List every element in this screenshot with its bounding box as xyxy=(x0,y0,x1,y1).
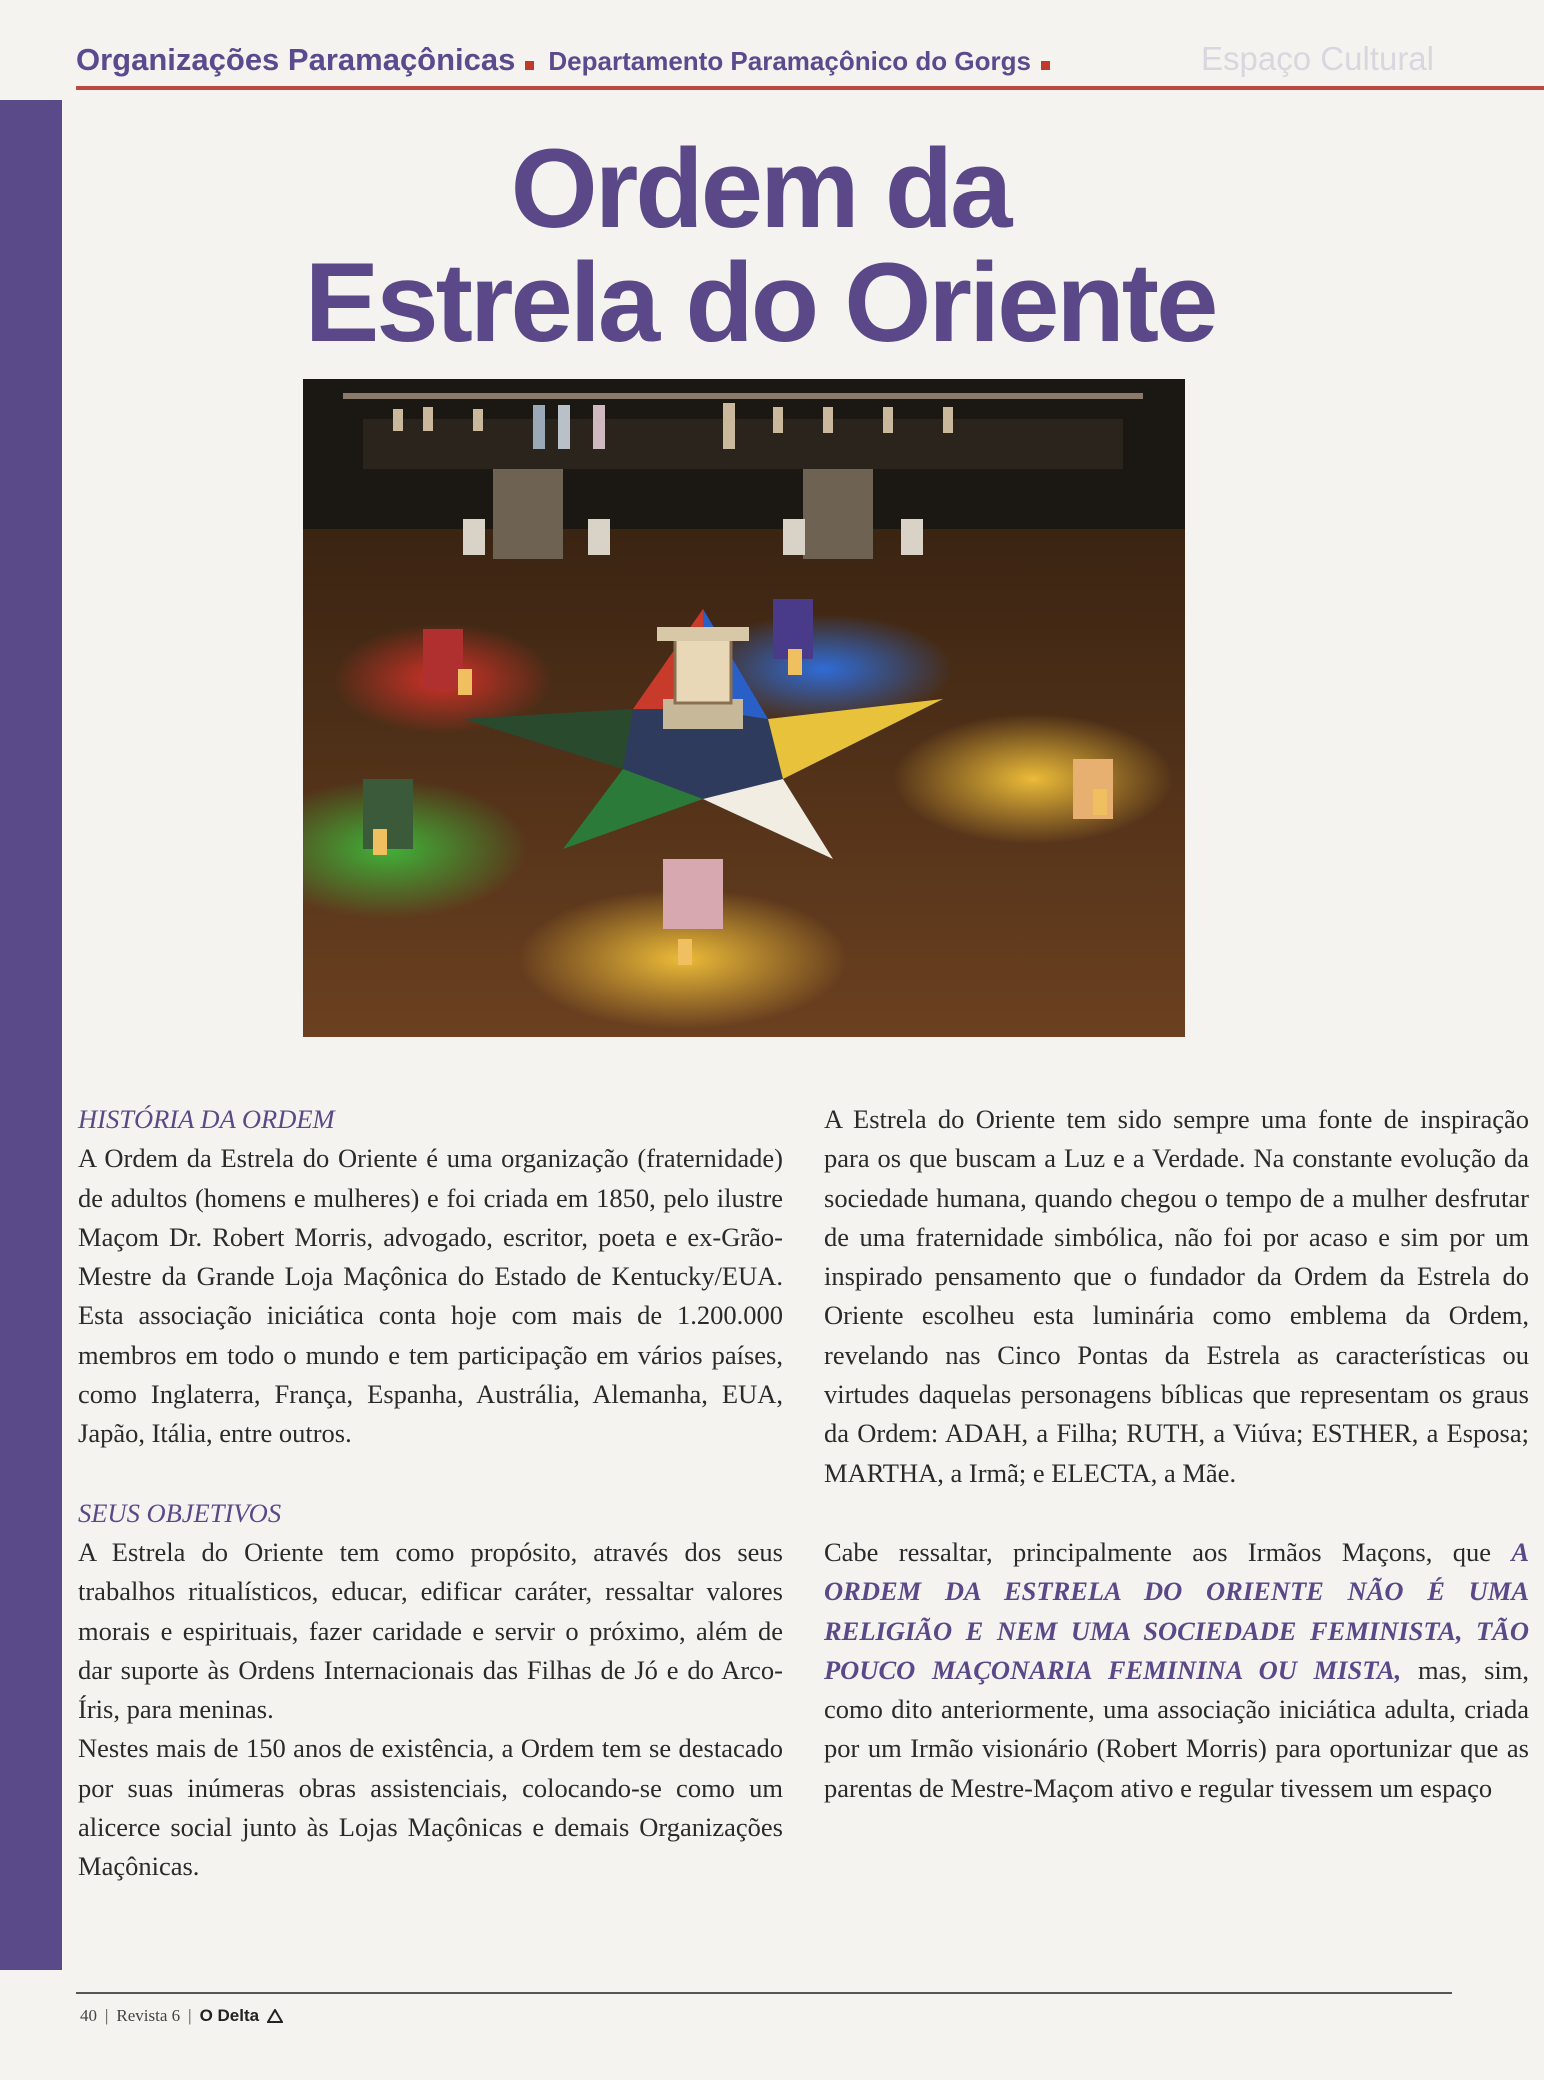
left-column xyxy=(78,1100,783,1887)
ceremony-photo-illustration xyxy=(303,379,1185,1037)
page-header xyxy=(76,42,1524,90)
page-footer xyxy=(80,2006,283,2026)
history-paragraph: A Ordem da Estrela do Oriente é uma organização (fraternidade) de adultos (homens e mulheres) e foi criada em 1850, pelo ilustre Maçom Dr. Robert Morris, advogado, escritor, poeta e ex-Grão-Mestre da Grande Loja Maçônica do Estado de Kentucky/EUA. Esta associação iniciática conta hoje com mais de 1.200.000 membros em todo o mundo e tem participação em vários países, como Inglaterra, França, Espanha, Austrália, Alemanha, EUA, Japão, Itália, entre outros. xyxy=(78,1143,783,1449)
bleed-through-header: Espaço Cultural xyxy=(1201,40,1434,77)
side-accent-bar xyxy=(0,100,62,1970)
delta-logo-icon xyxy=(267,2009,283,2023)
article-title xyxy=(240,126,1280,365)
header-bullet xyxy=(525,61,534,70)
clarification-emphasis: A ORDEM DA ESTRELA DO ORIENTE NÃO É UMA RELIGIÃO E NEM UMA SOCIEDADE FEMINISTA, TÃO POUCO MAÇONARIA FEMININA OU MISTA, xyxy=(824,1536,1529,1685)
header-rule xyxy=(76,86,1544,90)
clarification-end: mas, sim, como dito anteriormente, uma associação iniciática adulta, criada por um Irmão visionário (Robert Morris) para oportunizar que as parentas de Mestre-Maçom ativo e regular tivessem um espaço xyxy=(824,1654,1530,1803)
page-number: 40 xyxy=(80,2006,97,2025)
ceremony-photo xyxy=(303,379,1185,1037)
title-line-2: Estrela do Oriente xyxy=(304,240,1216,365)
objectives-paragraph: A Estrela do Oriente tem como propósito, através dos seus trabalhos ritualísticos, educar, edificar caráter, ressaltar valores morais e espirituais, fazer caridade e servir o próximo, além de dar suporte às Ordens Internacionais das Filhas de Jó e do Arco-Íris, para meninas. xyxy=(78,1536,783,1725)
title-line-1: Ordem da xyxy=(510,126,1010,251)
paragraph-spacer xyxy=(78,1454,783,1494)
footer-separator: | xyxy=(188,2006,192,2025)
history-heading: HISTÓRIA DA ORDEM xyxy=(78,1104,335,1134)
clarification-paragraph xyxy=(824,1533,1529,1808)
issue-label: Revista 6 xyxy=(116,2006,181,2025)
paragraph-spacer xyxy=(824,1493,1529,1533)
department-title: Departamento Paramaçônico do Gorgs xyxy=(548,46,1031,76)
inspiration-paragraph: A Estrela do Oriente tem sido sempre uma fonte de inspiração para os que buscam a Luz e a Verdade. Na constante evolução da sociedade humana, quando chegou o tempo de a mulher desfrutar de uma fraternidade simbólica, não foi por acaso e sim por um inspirado pensamento que o fundador da Ordem da Estrela do Oriente escolheu esta luminária como emblema da Ordem, revelando nas Cinco Pontas da Estrela as características ou virtudes daquelas personagens bíblicas que representam os graus da Ordem: ADAH, a Filha; RUTH, a Viúva; ESTHER, a Esposa; MARTHA, a Irmã; e ELECTA, a Mãe. xyxy=(824,1104,1529,1488)
section-title: Organizações Paramaçônicas xyxy=(76,42,516,77)
right-column xyxy=(824,1100,1529,1808)
magazine-brand: O Delta xyxy=(199,2006,260,2025)
footer-rule xyxy=(76,1992,1452,1994)
footer-separator: | xyxy=(105,2006,109,2025)
header-bullet xyxy=(1041,61,1050,70)
clarification-intro: Cabe ressaltar, principalmente aos Irmãos Maçons, que xyxy=(824,1536,1491,1567)
existence-paragraph: Nestes mais de 150 anos de existência, a Ordem tem se destacado por suas inúmeras obras assistenciais, colocando-se como um alicerce social junto às Lojas Maçônicas e demais Organizações Maçônicas. xyxy=(78,1733,783,1882)
objectives-heading: SEUS OBJETIVOS xyxy=(78,1497,282,1528)
